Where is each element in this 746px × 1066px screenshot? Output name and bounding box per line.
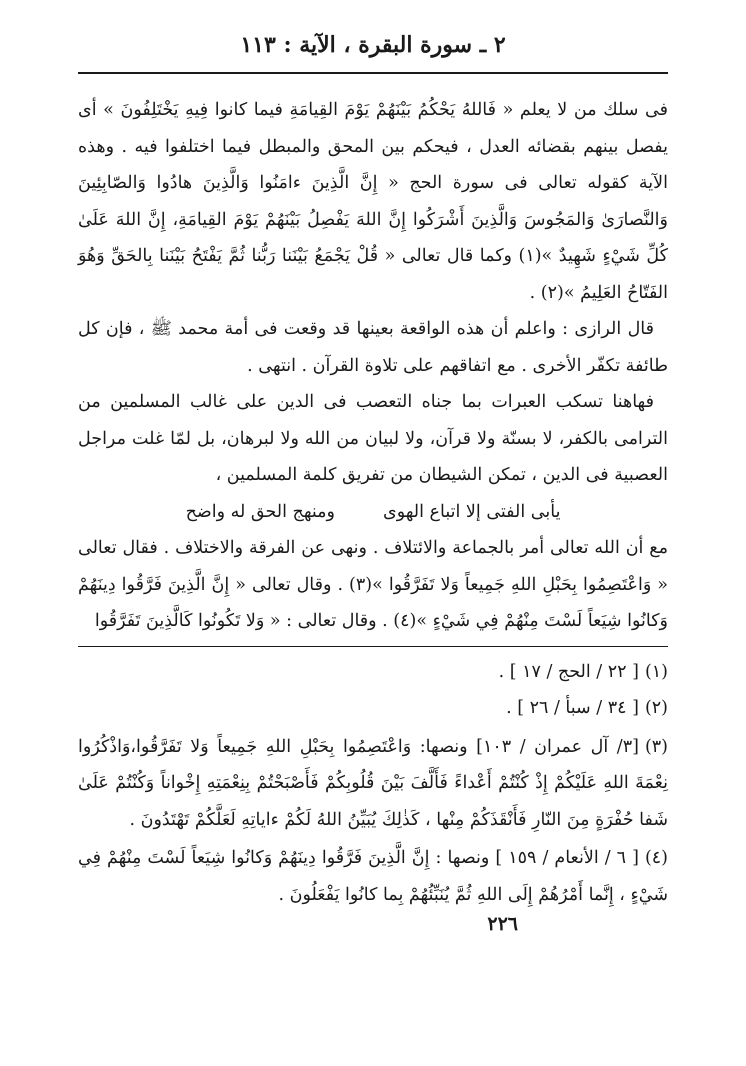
header-divider bbox=[78, 72, 668, 74]
footnote-text: [ ٣٤ / سبأ / ٢٦ ] . bbox=[506, 698, 639, 718]
footnote-number: (٣) bbox=[644, 736, 668, 757]
footnote-number: (٢) bbox=[644, 698, 668, 718]
paragraph-4: مع أن الله تعالى أمر بالجماعة والائتلاف . ونهى عن الفرقة والاختلاف . فقال تعالى « وَاعْتَصِمُوا بِحَبْلِ اللهِ جَمِيعاً وَلا تَفَرَّقُوا »(٣) . وقال تعالى « إِنَّ الَّذِينَ فَرَّقُوا دِينَهُمْ وَكانُوا شِيَعاً لَسْتَ مِنْهُمْ فِي شَيْءٍ »(٤) . وقال تعالى : « وَلا تَكُونُوا كَالَّذِينَ تَفَرَّقُوا bbox=[78, 538, 668, 631]
paragraph-2: قال الرازى : واعلم أن هذه الواقعة بعينها قد وقعت فى أمة محمد ﷺ ، فإن كل طائفة تكفّر الأخرى . مع اتفاقهم على تلاوة القرآن . انتهى . bbox=[78, 319, 668, 376]
footnote-text: [ ٢٢ / الحج / ١٧ ] . bbox=[498, 661, 639, 682]
page-number: ٢٢٦ bbox=[487, 913, 518, 935]
footnotes bbox=[78, 654, 668, 914]
footnote-number: (٤) bbox=[644, 848, 668, 868]
poem-verse bbox=[78, 494, 668, 531]
poem-first-half: يأبى الفتى إلا اتباع الهوى bbox=[383, 501, 561, 522]
footnote-2 bbox=[78, 690, 668, 727]
footnote-3 bbox=[78, 729, 668, 839]
footnote-divider bbox=[78, 646, 668, 647]
footnote-text: [ ٦ / الأنعام / ١٥٩ ] ونصها : إِنَّ الَّذِينَ فَرَّقُوا دِينَهُمْ وَكانُوا شِيَعاً لَسْتَ مِنْهُمْ فِي شَيْءٍ ، إِنَّما أَمْرُهُمْ إِلَى اللهِ ثُمَّ يُنَبِّئُهُمْ بِما كانُوا يَفْعَلُونَ . bbox=[78, 848, 668, 905]
footnote-separator-wrap bbox=[78, 640, 668, 654]
paragraph-3: فهاهنا تسكب العبرات بما جناه التعصب فى الدين على غالب المسلمين من الترامى بالكفر، لا بسنّة ولا قرآن، ولا لبيان من الله ولا لبرهان، بل لمّا غلت مراجل العصبية فى الدين ، تمكن الشيطان من تفريق كلمة المسلمين ، bbox=[78, 392, 668, 485]
footnote-1 bbox=[78, 654, 668, 691]
footnote-number: (١) bbox=[644, 661, 668, 682]
page-header: ٢ ـ سورة البقرة ، الآية : ١١٣ bbox=[240, 32, 506, 58]
poem-second-half: ومنهج الحق له واضح bbox=[185, 501, 335, 522]
paragraph-1: فى سلك من لا يعلم « فَاللهُ يَحْكُمُ بَيْنَهُمْ يَوْمَ القِيامَةِ فيما كانوا فِيهِ يَخْتَلِفُونَ » أى يفصل بينهم بقضائه العدل ، فيحكم بين المحق والمبطل فيما اختلفوا فيه . وهذه الآية كقوله تعالى فى سورة الحج « إِنَّ الَّذِينَ ءامَنُوا وَالَّذِينَ هادُوا وَالصّابِئِينَ وَالنَّصارَىٰ وَالمَجُوسَ وَالَّذِينَ أَشْرَكُوا إِنَّ اللهَ يَفْصِلُ بَيْنَهُمْ يَوْمَ القِيامَةِ، إِنَّ اللهَ عَلَىٰ كُلِّ شَيْءٍ شَهِيدٌ »(١) وكما قال تعالى « قُلْ يَجْمَعُ بَيْنَنا رَبُّنا ثُمَّ يَفْتَحُ بَيْنَنا بِالحَقِّ وَهُوَ الفَتّاحُ العَلِيمُ »(٢) . bbox=[78, 100, 668, 303]
book-page bbox=[78, 28, 668, 935]
main-text bbox=[78, 92, 668, 640]
footnote-text: [٣/ آل عمران / ١٠٣] ونصها: وَاعْتَصِمُوا بِحَبْلِ اللهِ جَمِيعاً وَلا تَفَرَّقُوا،وَاذْكُرُوا نِعْمَةَ اللهِ عَلَيْكُمْ إِذْ كُنْتُمْ أَعْداءً فَأَلَّفَ بَيْنَ قُلُوبِكُمْ فَأَصْبَحْتُمْ بِنِعْمَتِهِ إِخْواناً وَكُنْتُمْ عَلَىٰ شَفا حُفْرَةٍ مِنَ النّارِ فَأَنْقَذَكُمْ مِنْها ، كَذٰلِكَ يُبَيِّنُ اللهُ لَكُمْ ءاياتِهِ لَعَلَّكُمْ تَهْتَدُونَ . bbox=[78, 736, 668, 830]
footnote-4 bbox=[78, 840, 668, 913]
